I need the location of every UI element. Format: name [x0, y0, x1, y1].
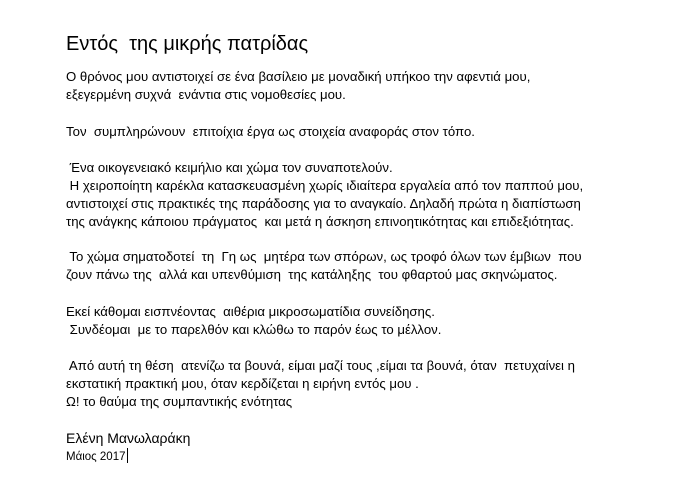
signature-date-line[interactable] — [66, 448, 128, 465]
text-line: αντιστοιχεί στις πρακτικές της παράδοσης για το αναγκαίο. Δηλαδή πρώτα η διαπίστωση — [66, 196, 581, 211]
text-line: Ω! το θαύμα της συμπαντικής ενότητας — [66, 394, 293, 409]
text-line: της ανάγκης κάποιου πράγματος και μετά η άσκηση επινοητικότητας και επιδεξιότητας. — [66, 214, 574, 229]
signature-date: Μάιος 2017 — [66, 451, 126, 463]
text-line: Ένα οικογενειακό κειμήλιο και χώμα τον συναποτελούν. — [66, 160, 393, 175]
text-line: Συνδέομαι με το παρελθόν και κλώθω το παρόν έως το μέλλον. — [66, 322, 442, 337]
text-line: Ο θρόνος μου αντιστοιχεί σε ένα βασίλειο με μοναδική υπήκοο την αφεντιά μου, — [66, 69, 531, 84]
text-line: Τον συμπληρώνουν επιτοίχια έργα ως στοιχεία αναφοράς στον τόπο. — [66, 124, 475, 139]
text-line: Το χώμα σηματοδοτεί τη Γη ως μητέρα των σπόρων, ως τροφό όλων των έμβιων που — [66, 249, 582, 264]
text-line: Εκεί κάθομαι εισπνέοντας αιθέρια μικροσωματίδια συνείδησης. — [66, 304, 435, 319]
text-cursor — [127, 448, 128, 463]
signature-name: Ελένη Μανωλαράκη — [66, 430, 191, 446]
text-line: Η χειροποίητη καρέκλα κατασκευασμένη χωρίς ιδιαίτερα εργαλεία από τον παππού μου, — [66, 178, 584, 193]
text-line: ζουν πάνω της αλλά και υπενθύμιση της κατάληξης του φθαρτού μας σκηνώματος. — [66, 267, 558, 282]
document-title: Εντός της μικρής πατρίδας — [66, 33, 309, 55]
text-line: Από αυτή τη θέση ατενίζω τα βουνά, είμαι μαζί τους ,είμαι τα βουνά, όταν πετυχαίνει η — [66, 358, 575, 373]
text-line: εξεγερμένη συχνά ενάντια στις νομοθεσίες μου. — [66, 87, 346, 102]
text-line: εκστατική πρακτική μου, όταν κερδίζεται η ειρήνη εντός μου . — [66, 376, 419, 391]
